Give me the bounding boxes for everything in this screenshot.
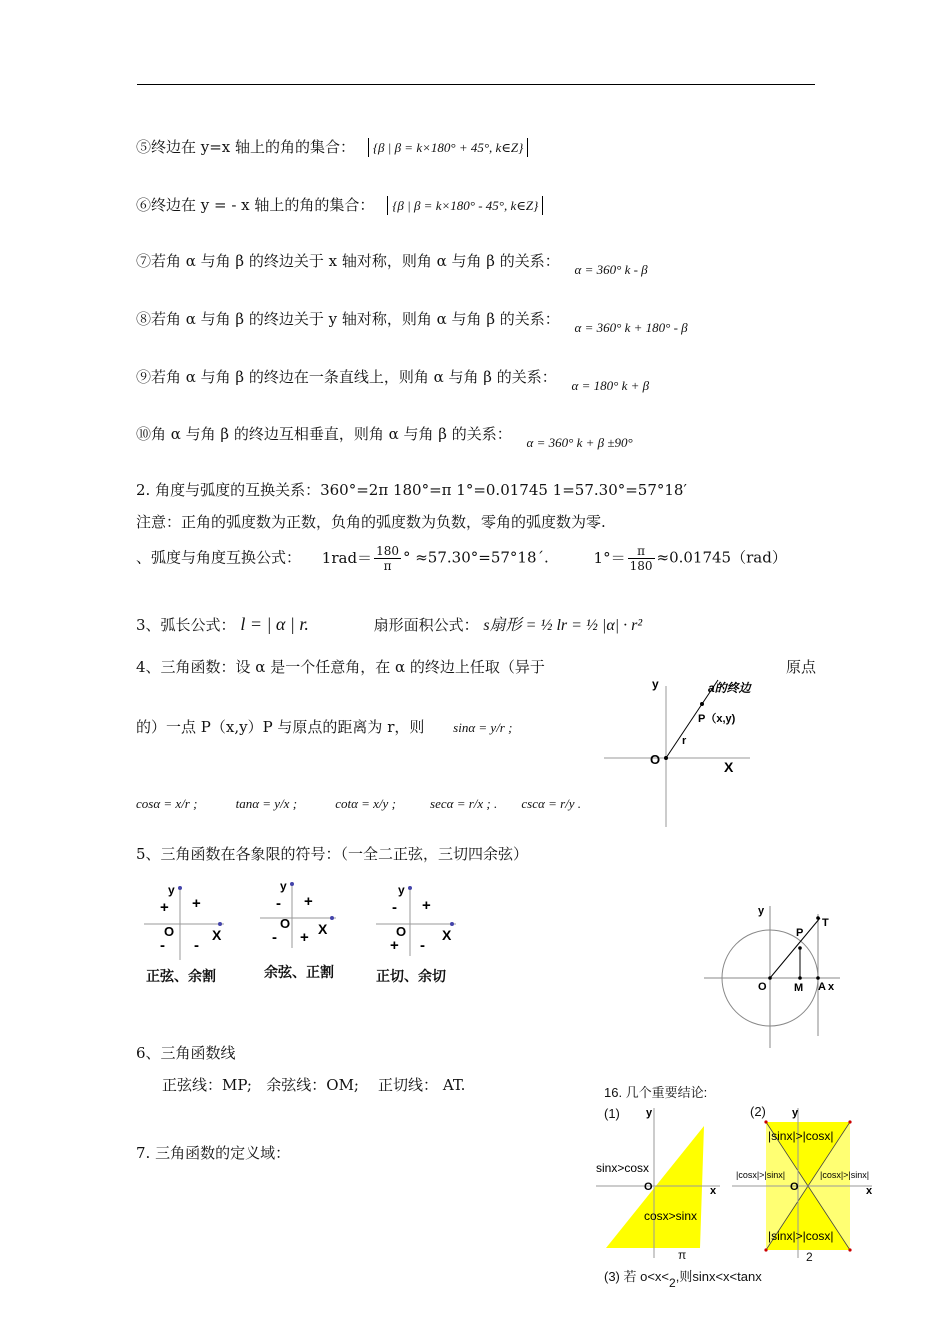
sin-cos-compare-figure [596,1100,726,1260]
svg-text:O: O [758,981,767,993]
svg-text:O: O [396,924,407,939]
svg-text:P（x,y): P（x,y) [698,713,736,725]
svg-text:r: r [682,735,687,747]
svg-text:|cosx|>|sinx|: |cosx|>|sinx| [820,1170,870,1180]
svg-text:A: A [818,981,826,993]
svg-text:|sinx|>|cosx|: |sinx|>|cosx| [768,1229,834,1243]
section-4-line1: 4、三角函数：设 α 是一个任意角，在 α 的终边上任取（异于 原点 [136,658,816,676]
section-7-heading: 7. 三角函数的定义域： [136,1144,291,1162]
svg-text:y: y [168,883,175,897]
svg-text:O: O [650,752,661,767]
section-6-lines: 正弦线：MP; 余弦线：OM; 正切线： AT. [162,1076,466,1094]
quadrant-chart-tan [372,880,462,960]
two-label: 2 [806,1250,813,1264]
conclusions-title: 16. 几个重要结论: [604,1085,708,1100]
abs-sin-cos-compare-figure [732,1100,882,1260]
svg-text:y: y [280,879,287,893]
trig-definitions: cosα = x/r ; tanα = y/x ; cotα = x/y ; secα = r/x ; . cscα = r/y . [136,796,582,811]
svg-text:y: y [398,883,405,897]
section-4-line2: 的）一点 P（x,y）P 与原点的距离为 r，则 sinα = y/r ; [136,718,513,736]
conversion-formula: 、弧度与角度互换公式： 1rad＝ $\frac{180}{\pi}$ ° ≈57.30°=57°18ˊ. 1°＝ $\frac{\pi}{180}$ ≈0.01745（rad） [136,544,787,573]
svg-text:x: x [866,1185,873,1197]
svg-text:O: O [164,924,175,939]
svg-text:-: - [392,899,397,916]
svg-text:+: + [390,937,399,954]
svg-text:T: T [822,917,829,929]
item-8: ⑧若角 α 与角 β 的终边关于 y 轴对称，则角 α 与角 β 的关系： α = 360° k + 180° - β [136,310,688,335]
svg-text:|cosx|>|sinx|: |cosx|>|sinx| [736,1170,786,1180]
svg-text:-: - [272,929,277,946]
unit-circle-figure [700,896,850,1056]
svg-text:y: y [792,1107,799,1119]
quadrant-caption-sin: 正弦、余割 [146,968,216,984]
item-9: ⑨若角 α 与角 β 的终边在一条直线上，则角 α 与角 β 的关系： α = 180° k + β [136,368,650,393]
svg-text:+: + [160,899,169,916]
svg-text:x: x [828,981,835,993]
part-2-label: (2) [750,1104,766,1119]
svg-text:+: + [304,893,313,910]
quadrant-chart-sin [140,880,230,960]
svg-text:M: M [794,982,804,994]
item-5: ⑤终边在 y=x 轴上的角的集合： {β | β = k×180° + 45°, k∈Z} [136,136,528,157]
terminal-side-figure [600,672,770,832]
svg-text:O: O [280,916,291,931]
svg-text:-: - [194,937,199,954]
svg-text:+: + [422,897,431,914]
svg-text:x: x [710,1185,717,1197]
item-6: ⑥终边在 y = - x 轴上的角的集合： {β | β = k×180° - 45°, k∈Z} [136,194,543,215]
svg-text:O: O [644,1181,653,1193]
quadrant-caption-cos: 余弦、正割 [264,964,334,980]
pi-label: π [678,1248,687,1262]
svg-text:-: - [420,937,425,954]
svg-text:-: - [160,937,165,954]
quadrant-caption-tan: 正切、余切 [376,968,446,984]
svg-text:X: X [318,921,328,937]
svg-text:y: y [758,905,765,917]
section-3: 3、弧长公式： l = | α | r. 扇形面积公式： s扇形 = ½ lr = ½ |α| · r² [136,614,643,634]
svg-text:y: y [652,677,659,691]
quadrant-chart-cos [256,876,346,956]
svg-text:+: + [300,929,309,946]
svg-text:-: - [276,895,281,912]
svg-text:a的终边: a的终边 [708,681,751,695]
header-rule [137,84,815,85]
conclusion-3: (3) 若 o<x<2,则sinx<x<tanx [604,1269,762,1290]
section-6-heading: 6、三角函数线 [136,1044,236,1062]
svg-text:X: X [442,927,452,943]
item-10: ⑩角 α 与角 β 的终边互相垂直，则角 α 与角 β 的关系： α = 360° k + β ±90° [136,425,633,450]
svg-text:P: P [796,927,804,939]
svg-text:sinx>cosx: sinx>cosx [596,1161,650,1175]
svg-text:X: X [724,759,734,775]
svg-text:|sinx|>|cosx|: |sinx|>|cosx| [768,1129,834,1143]
section-5-heading: 5、三角函数在各象限的符号：（一全二正弦，三切四余弦） [136,845,529,863]
svg-text:y: y [646,1107,653,1119]
part-1-label: (1) [604,1106,620,1121]
svg-text:cosx>sinx: cosx>sinx [644,1209,698,1223]
section-2-heading: 2. 角度与弧度的互换关系：360°=2π 180°=π 1°=0.01745 1=57.30°=57°18′ [136,481,687,499]
svg-text:O: O [790,1181,799,1193]
item-7: ⑦若角 α 与角 β 的终边关于 x 轴对称，则角 α 与角 β 的关系： α = 360° k - β [136,252,648,277]
svg-text:+: + [192,895,201,912]
section-2-note: 注意：正角的弧度数为正数，负角的弧度数为负数，零角的弧度数为零. [136,513,606,531]
svg-text:X: X [212,927,222,943]
